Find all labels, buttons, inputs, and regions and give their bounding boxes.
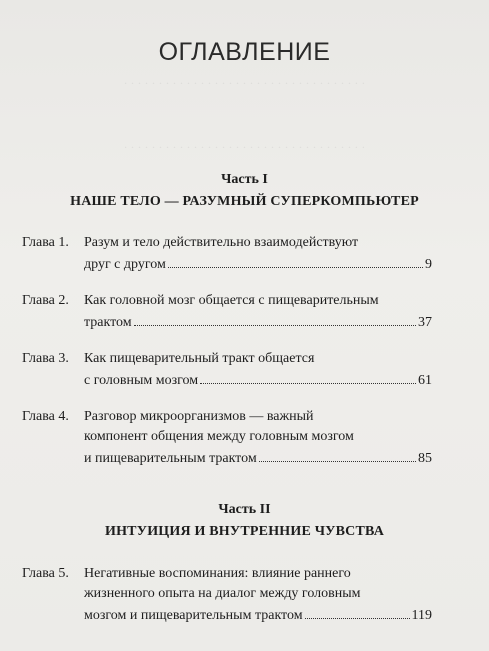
dot-leader [200,369,416,384]
chapter-label: Глава 5. [22,566,69,581]
chapter-title-line: трактом [84,315,132,330]
chapter-title-line: мозгом и пищеварительным трактом [84,608,303,623]
chapter-title-line: и пищеварительным трактом [84,451,257,466]
chapter-title-line: жизненного опыта на диалог между головным [84,586,361,601]
chapter-title-line: Разговор микроорганизмов — важный [84,409,314,424]
dot-leader [259,447,416,462]
chapter-label: Глава 3. [22,351,69,366]
part-number: Часть II [218,502,271,517]
page-number: 9 [425,257,432,272]
chapter-title-line: Негативные воспоминания: влияние раннего [84,566,351,581]
dot-leader [305,604,410,619]
bleed-through-text: · · · · · · · · · · · · · · · · · · · · · · · · · · · · · · · · · · · [123,140,366,154]
part-title: НАШЕ ТЕЛО — РАЗУМНЫЙ СУПЕРКОМПЬЮТЕР [70,194,419,209]
dot-leader [168,253,423,268]
dot-leader [134,311,416,326]
part-number: Часть I [221,172,268,187]
page-number: 61 [418,373,432,388]
chapter-title-line: с головным мозгом [84,373,199,388]
bleed-through-text: · · · · · · · · · · · · · · · · · · · · · · · · · · · · · · · · · · · [123,76,366,90]
page-number: 37 [418,315,432,330]
page-title: ОГЛАВЛЕНИЕ [158,38,331,66]
chapter-title-line: Как головной мозг общается с пищеварительным [84,293,379,308]
chapter-title-line: друг с другом [84,257,166,272]
chapter-label: Глава 1. [22,235,69,250]
chapter-title-line: компонент общения между головным мозгом [84,429,354,444]
page-number: 119 [411,608,432,623]
part-title: ИНТУИЦИЯ И ВНУТРЕННИЕ ЧУВСТВА [105,524,384,539]
chapter-label: Глава 4. [22,409,69,424]
chapter-label: Глава 2. [22,293,69,308]
chapter-title-line: Разум и тело действительно взаимодействуют [84,235,359,250]
page-number: 85 [418,451,432,466]
chapter-title-line: Как пищеварительный тракт общается [84,351,315,366]
